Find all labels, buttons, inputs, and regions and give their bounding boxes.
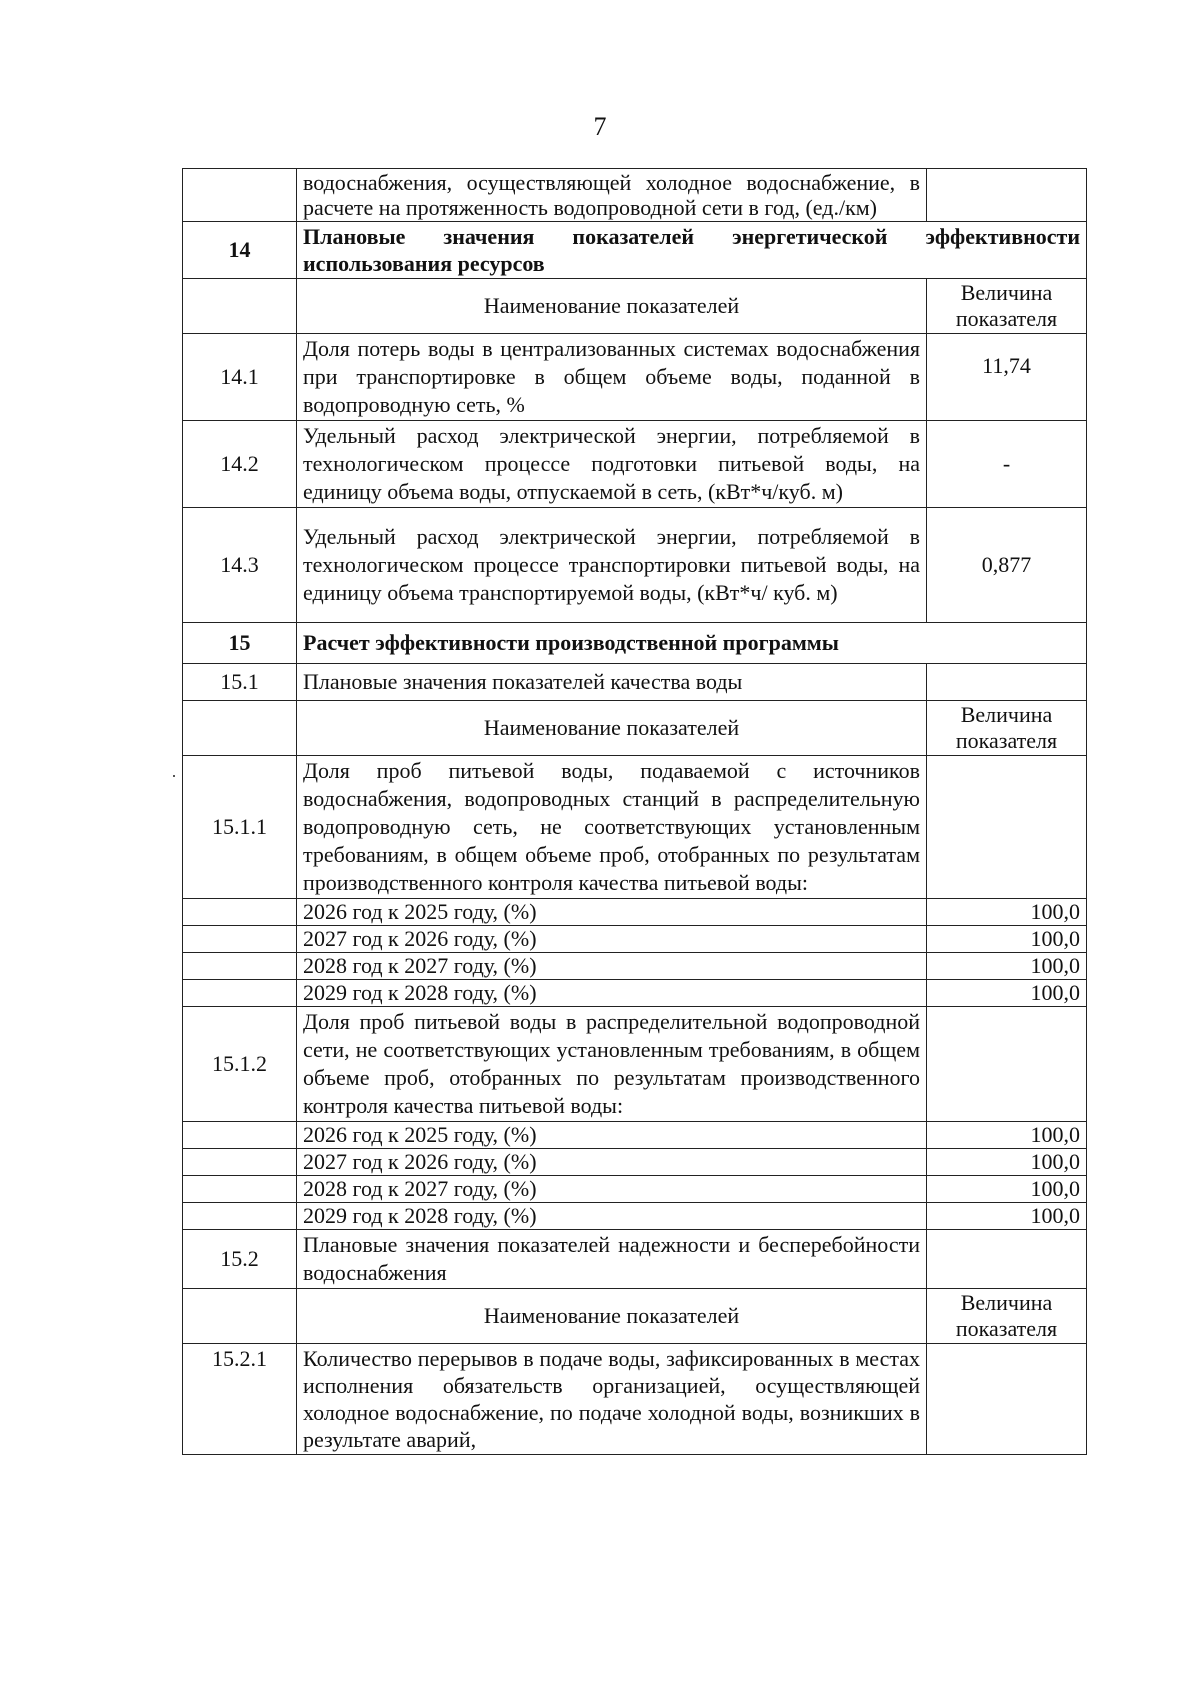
row-number-cell bbox=[183, 279, 297, 334]
row-number-cell bbox=[183, 1149, 297, 1176]
page-number: 7 bbox=[593, 112, 607, 141]
header-name-cell: Наименование показателей bbox=[297, 701, 927, 756]
row-value-cell: 0,877 bbox=[927, 508, 1087, 623]
table-row bbox=[183, 1344, 1087, 1455]
row-number-cell: 14.2 bbox=[183, 421, 297, 508]
row-value-cell bbox=[927, 169, 1087, 222]
year-row bbox=[183, 1149, 1087, 1176]
year-value-cell: 100,0 bbox=[927, 926, 1087, 953]
row-value-cell bbox=[927, 756, 1087, 899]
year-row bbox=[183, 926, 1087, 953]
year-label-cell: 2026 год к 2025 году, (%) bbox=[297, 1122, 927, 1149]
year-value-cell: 100,0 bbox=[927, 899, 1087, 926]
table-row bbox=[183, 222, 1087, 279]
table-row bbox=[183, 756, 1087, 899]
row-text-cell: Доля проб питьевой воды в распределительной водопроводной сети, не соответствующих установленным требованиям, в общем объеме проб, отобранных по результатам производственного контроля качества питьевой воды: bbox=[297, 1007, 927, 1122]
row-text-cell: Плановые значения показателей надежности и бесперебойности водоснабжения bbox=[297, 1230, 927, 1289]
row-text-cell: Количество перерывов в подаче воды, зафиксированных в местах исполнения обязательств организацией, осуществляющей холодное водоснабжение, по подаче холодной воды, возникших в результате аварий, bbox=[297, 1344, 927, 1455]
row-number-cell: 14 bbox=[183, 222, 297, 279]
year-row bbox=[183, 1176, 1087, 1203]
year-value-cell: 100,0 bbox=[927, 1122, 1087, 1149]
table-row bbox=[183, 664, 1087, 701]
table-row bbox=[183, 1007, 1087, 1122]
header-value-cell: Величина показателя bbox=[927, 279, 1087, 334]
section-heading-cell: Расчет эффективности производственной программы bbox=[297, 623, 1087, 664]
row-number-cell bbox=[183, 926, 297, 953]
row-number-cell bbox=[183, 1122, 297, 1149]
row-text-cell: Удельный расход электрической энергии, потребляемой в технологическом процессе транспортировки питьевой воды, на единицу объема транспортируемой воды, (кВт*ч/ куб. м) bbox=[297, 508, 927, 623]
row-value-cell bbox=[927, 664, 1087, 701]
row-text-cell: Доля потерь воды в централизованных системах водоснабжения при транспортировке в общем объеме воды, поданной в водопроводную сеть, % bbox=[297, 334, 927, 421]
table-row bbox=[183, 421, 1087, 508]
row-number-cell: 15.2 bbox=[183, 1230, 297, 1289]
row-text-cell: Удельный расход электрической энергии, потребляемой в технологическом процессе подготовки питьевой воды, на единицу объема воды, отпускаемой в сеть, (кВт*ч/куб. м) bbox=[297, 421, 927, 508]
table-header-row bbox=[183, 279, 1087, 334]
year-label-cell: 2027 год к 2026 году, (%) bbox=[297, 926, 927, 953]
table-header-row bbox=[183, 1289, 1087, 1344]
year-value-cell: 100,0 bbox=[927, 1149, 1087, 1176]
header-name-cell: Наименование показателей bbox=[297, 1289, 927, 1344]
indicators-table bbox=[182, 168, 1087, 1455]
year-label-cell: 2029 год к 2028 году, (%) bbox=[297, 1203, 927, 1230]
year-row bbox=[183, 1122, 1087, 1149]
row-number-cell: 14.3 bbox=[183, 508, 297, 623]
year-label-cell: 2028 год к 2027 году, (%) bbox=[297, 953, 927, 980]
table-row bbox=[183, 334, 1087, 421]
year-row bbox=[183, 953, 1087, 980]
year-value-cell: 100,0 bbox=[927, 1203, 1087, 1230]
section-heading-cell: Плановые значения показателей энергетической эффективности использования ресурсов bbox=[297, 222, 1087, 279]
year-row bbox=[183, 980, 1087, 1007]
row-number-cell: 15.1.2 bbox=[183, 1007, 297, 1122]
year-label-cell: 2026 год к 2025 году, (%) bbox=[297, 899, 927, 926]
row-value-cell bbox=[927, 1230, 1087, 1289]
row-number-cell: 14.1 bbox=[183, 334, 297, 421]
row-text-cell: водоснабжения, осуществляющей холодное водоснабжение, в расчете на протяженность водопроводной сети в год, (ед./км) bbox=[297, 169, 927, 222]
header-value-cell: Величина показателя bbox=[927, 701, 1087, 756]
row-number-cell: 15 bbox=[183, 623, 297, 664]
row-number-cell bbox=[183, 953, 297, 980]
row-number-cell bbox=[183, 169, 297, 222]
row-value-cell bbox=[927, 1007, 1087, 1122]
year-label-cell: 2028 год к 2027 году, (%) bbox=[297, 1176, 927, 1203]
year-row bbox=[183, 1203, 1087, 1230]
row-number-cell bbox=[183, 899, 297, 926]
scan-speck bbox=[173, 775, 175, 777]
table-header-row bbox=[183, 701, 1087, 756]
row-number-cell: 15.1.1 bbox=[183, 756, 297, 899]
row-number-cell bbox=[183, 1289, 297, 1344]
year-row bbox=[183, 899, 1087, 926]
row-number-cell bbox=[183, 1203, 297, 1230]
year-value-cell: 100,0 bbox=[927, 1176, 1087, 1203]
header-value-cell: Величина показателя bbox=[927, 1289, 1087, 1344]
table-row bbox=[183, 1230, 1087, 1289]
row-text-cell: Плановые значения показателей качества воды bbox=[297, 664, 927, 701]
row-value-cell: - bbox=[927, 421, 1087, 508]
year-value-cell: 100,0 bbox=[927, 980, 1087, 1007]
row-value-cell: 11,74 bbox=[927, 334, 1087, 421]
row-value-cell bbox=[927, 1344, 1087, 1455]
year-label-cell: 2029 год к 2028 году, (%) bbox=[297, 980, 927, 1007]
year-label-cell: 2027 год к 2026 году, (%) bbox=[297, 1149, 927, 1176]
row-number-cell bbox=[183, 701, 297, 756]
table-row bbox=[183, 508, 1087, 623]
header-name-cell: Наименование показателей bbox=[297, 279, 927, 334]
row-number-cell: 15.2.1 bbox=[183, 1344, 297, 1455]
table-row bbox=[183, 623, 1087, 664]
row-number-cell: 15.1 bbox=[183, 664, 297, 701]
row-text-cell: Доля проб питьевой воды, подаваемой с источников водоснабжения, водопроводных станций в распределительную водопроводную сеть, не соответствующих установленным требованиям, в общем объеме проб, отобранных по результатам производственного контроля качества питьевой воды: bbox=[297, 756, 927, 899]
row-number-cell bbox=[183, 1176, 297, 1203]
year-value-cell: 100,0 bbox=[927, 953, 1087, 980]
row-number-cell bbox=[183, 980, 297, 1007]
table-row bbox=[183, 169, 1087, 222]
